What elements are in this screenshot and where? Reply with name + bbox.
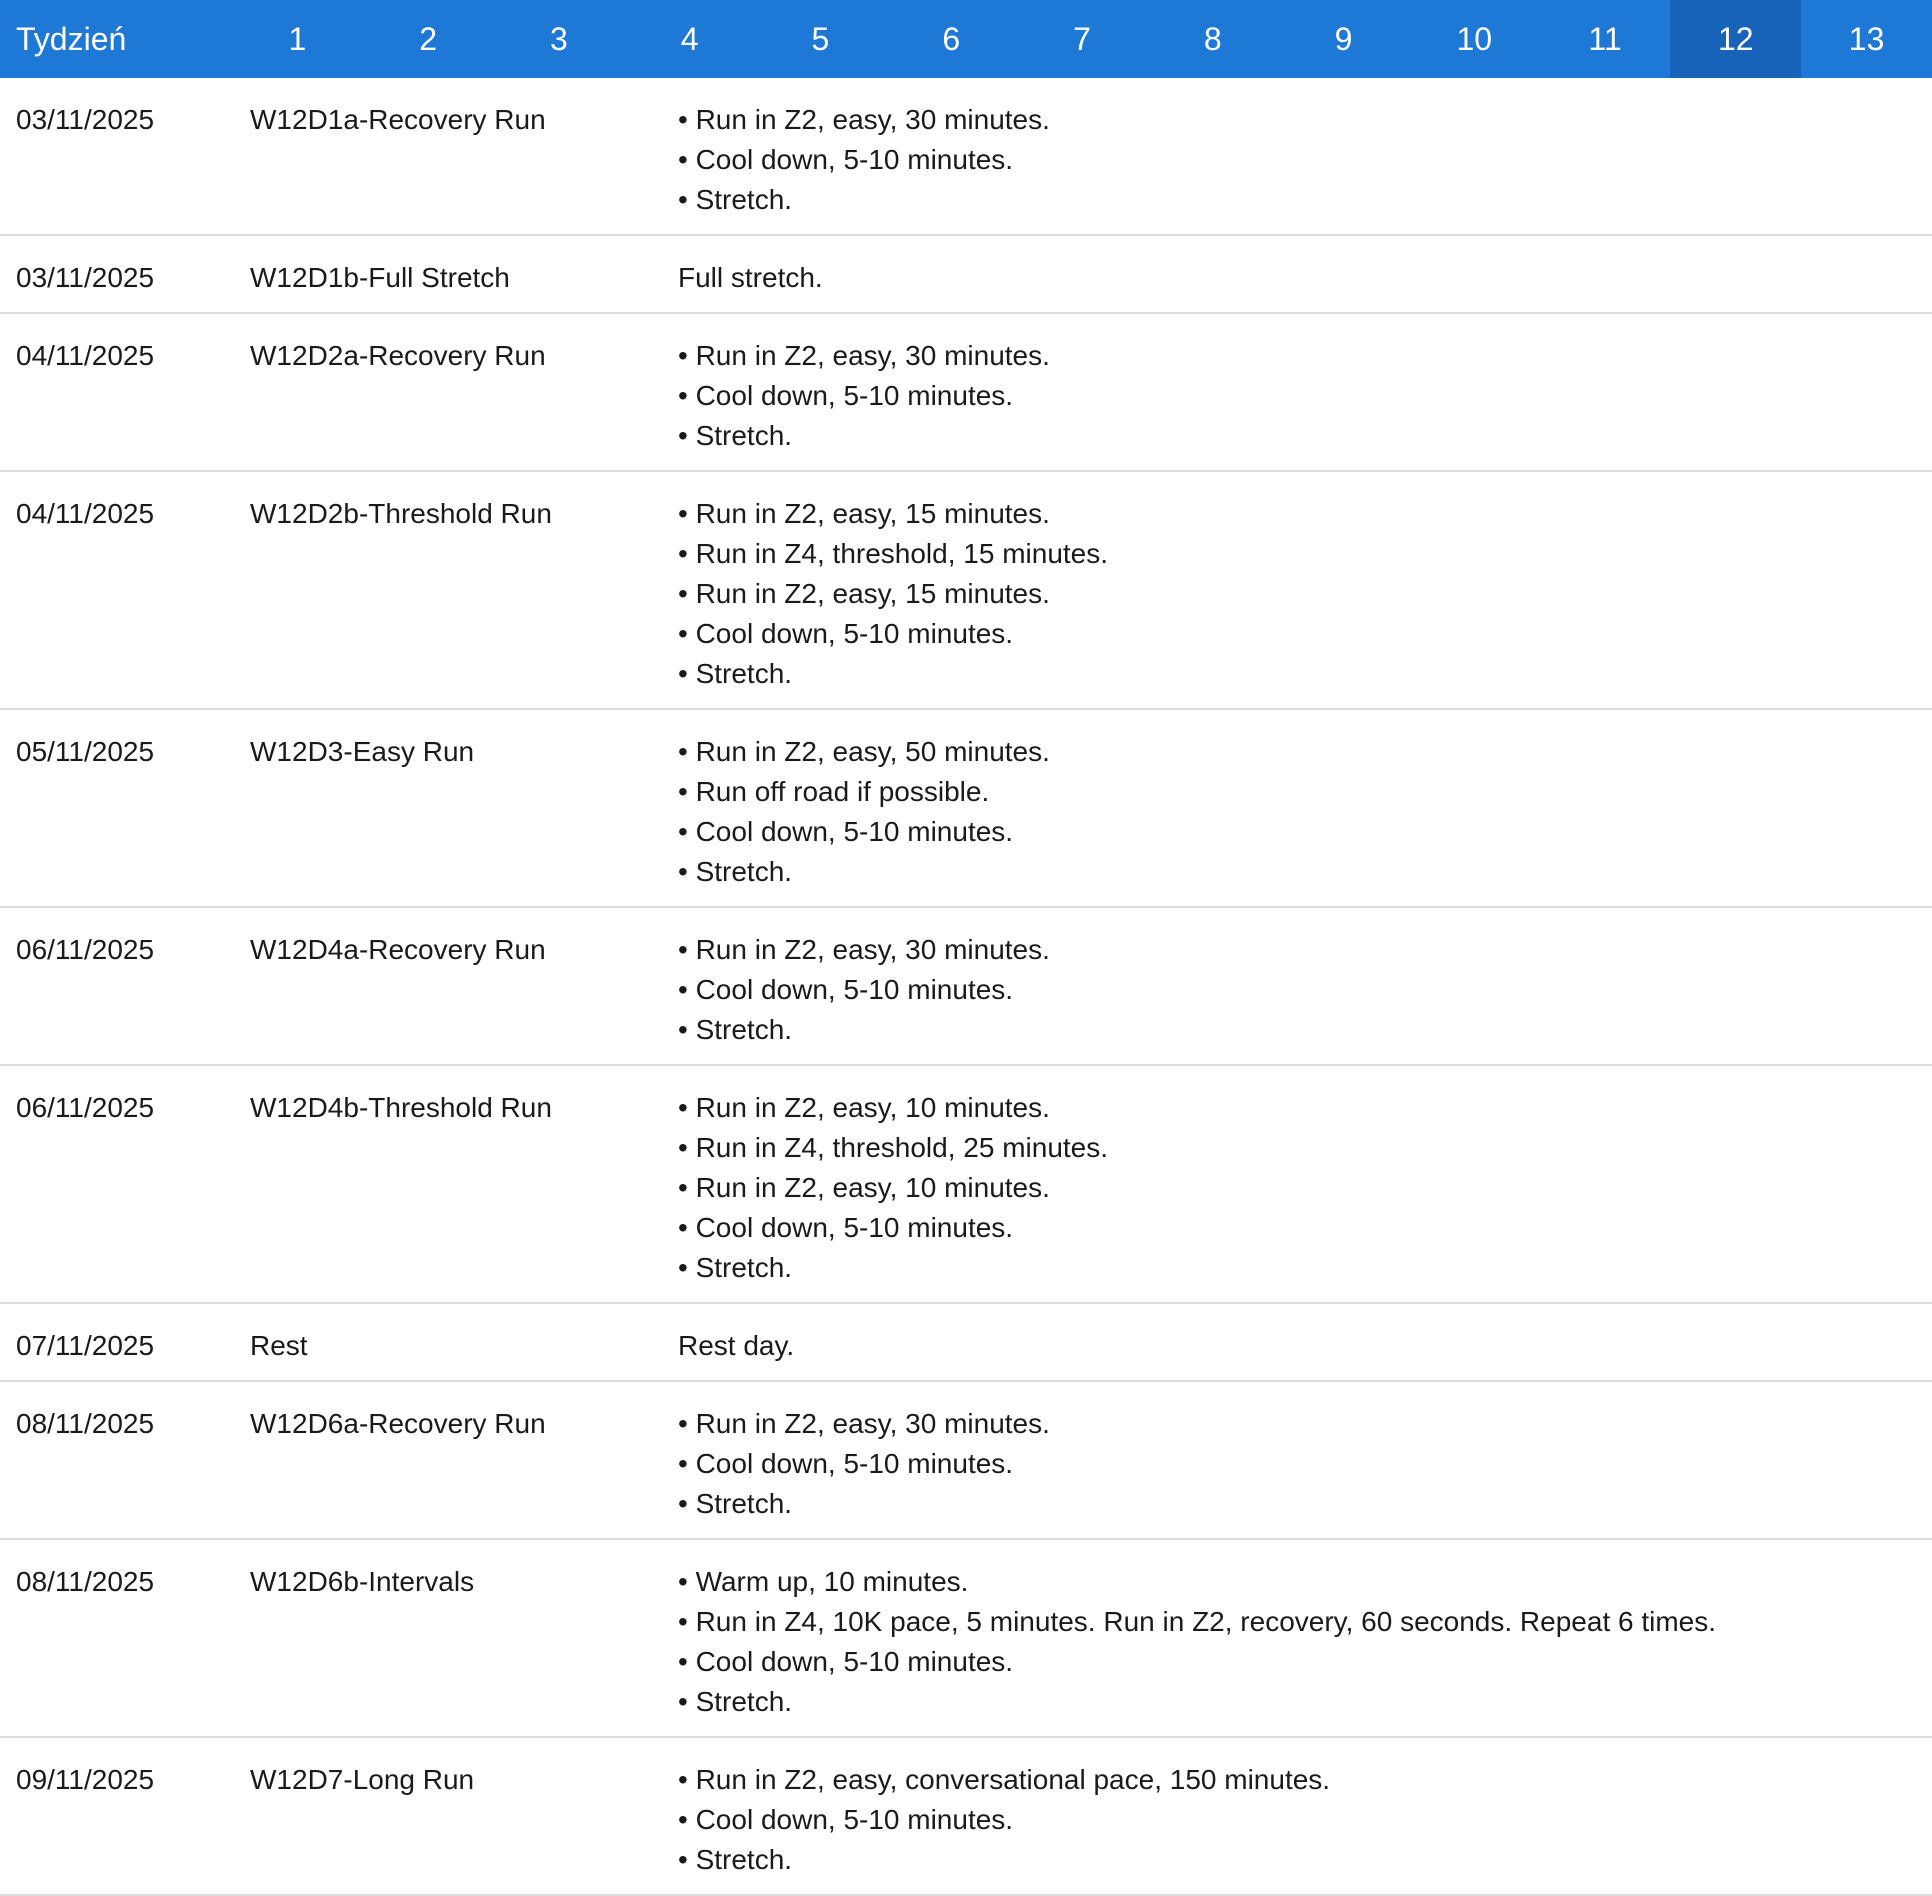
workout-step: • Stretch.	[678, 658, 793, 689]
workout-step: • Cool down, 5-10 minutes.	[678, 1646, 1014, 1677]
workout-name: W12D4b-Threshold Run	[250, 1092, 552, 1123]
workout-step: • Stretch.	[678, 856, 793, 887]
workout-name: W12D1b-Full Stretch	[250, 262, 510, 293]
workout-step: • Warm up, 10 minutes.	[678, 1566, 969, 1597]
workout-name: W12D6a-Recovery Run	[250, 1408, 546, 1439]
workout-date: 08/11/2025	[16, 1566, 155, 1597]
workout-step: • Run in Z2, easy, 50 minutes.	[678, 736, 1050, 767]
workout-step: • Cool down, 5-10 minutes.	[678, 1804, 1014, 1835]
workout-description	[678, 494, 1932, 694]
workout-description	[678, 1562, 1932, 1722]
week-tab-9[interactable]: 9	[1334, 20, 1353, 57]
workout-name: Rest	[250, 1330, 308, 1361]
table-row	[0, 472, 1932, 710]
workout-step: • Run in Z4, 10K pace, 5 minutes. Run in Z2, recovery, 60 seconds. Repeat 6 times.	[678, 1606, 1717, 1637]
week-tab-12[interactable]: 12	[1670, 0, 1801, 78]
workout-description	[678, 258, 1932, 298]
week-tab-7[interactable]: 7	[1073, 20, 1091, 57]
workout-step: • Cool down, 5-10 minutes.	[678, 974, 1014, 1005]
table-row	[0, 314, 1932, 472]
table-row	[0, 1738, 1932, 1896]
workout-name: W12D3-Easy Run	[250, 736, 475, 767]
workout-step: • Run in Z2, easy, 10 minutes.	[678, 1172, 1050, 1203]
week-tab-5[interactable]: 5	[811, 20, 830, 57]
week-tab-13[interactable]: 13	[1848, 20, 1885, 57]
workout-name: W12D2a-Recovery Run	[250, 340, 546, 371]
workout-description	[678, 1088, 1932, 1288]
workout-step: • Run in Z2, easy, 10 minutes.	[678, 1092, 1050, 1123]
workout-step: • Stretch.	[678, 1686, 793, 1717]
week-tab-11[interactable]: 11	[1588, 20, 1622, 57]
schedule-table	[0, 78, 1932, 1896]
workout-name: W12D2b-Threshold Run	[250, 498, 552, 529]
workout-date: 03/11/2025	[16, 104, 155, 135]
workout-step: • Stretch.	[678, 184, 793, 215]
workout-name: W12D7-Long Run	[250, 1764, 475, 1795]
week-selector-bar	[0, 0, 1932, 78]
workout-description	[678, 732, 1932, 892]
workout-step: • Stretch.	[678, 1014, 793, 1045]
week-tab-1[interactable]: 1	[288, 20, 307, 57]
workout-description	[678, 930, 1932, 1050]
workout-step: • Run in Z4, threshold, 25 minutes.	[678, 1132, 1109, 1163]
workout-step: • Run in Z2, easy, 30 minutes.	[678, 340, 1050, 371]
workout-description	[678, 1326, 1932, 1366]
workout-date: 04/11/2025	[16, 498, 155, 529]
workout-date: 06/11/2025	[16, 1092, 155, 1123]
workout-step: • Run in Z2, easy, 30 minutes.	[678, 104, 1050, 135]
workout-step: Full stretch.	[678, 262, 823, 293]
workout-step: • Cool down, 5-10 minutes.	[678, 816, 1014, 847]
workout-step: • Cool down, 5-10 minutes.	[678, 144, 1014, 175]
workout-step: • Stretch.	[678, 420, 793, 451]
week-tab-2[interactable]: 2	[419, 20, 438, 57]
workout-step: • Stretch.	[678, 1488, 793, 1519]
workout-description	[678, 1760, 1932, 1880]
workout-step: • Run in Z2, easy, 30 minutes.	[678, 934, 1050, 965]
workout-date: 08/11/2025	[16, 1408, 155, 1439]
week-tab-10[interactable]: 10	[1456, 20, 1493, 57]
table-row	[0, 908, 1932, 1066]
workout-date: 03/11/2025	[16, 262, 155, 293]
workout-name: W12D6b-Intervals	[250, 1566, 475, 1597]
workout-description	[678, 1404, 1932, 1524]
table-row	[0, 1382, 1932, 1540]
workout-name: W12D4a-Recovery Run	[250, 934, 546, 965]
table-row	[0, 1304, 1932, 1382]
table-row	[0, 710, 1932, 908]
workout-step: • Run in Z2, easy, 30 minutes.	[678, 1408, 1050, 1439]
table-row	[0, 236, 1932, 314]
workout-step: • Run off road if possible.	[678, 776, 990, 807]
workout-description	[678, 336, 1932, 456]
week-tab-3[interactable]: 3	[550, 20, 568, 57]
workout-name: W12D1a-Recovery Run	[250, 104, 546, 135]
workout-date: 06/11/2025	[16, 934, 155, 965]
workout-step: Rest day.	[678, 1330, 795, 1361]
workout-step: • Run in Z2, easy, 15 minutes.	[678, 578, 1050, 609]
week-tab-4[interactable]: 4	[680, 20, 699, 57]
table-row	[0, 1066, 1932, 1304]
workout-step: • Stretch.	[678, 1252, 793, 1283]
workout-step: • Cool down, 5-10 minutes.	[678, 618, 1014, 649]
workout-step: • Stretch.	[678, 1844, 793, 1875]
workout-step: • Run in Z4, threshold, 15 minutes.	[678, 538, 1109, 569]
workout-description	[678, 100, 1932, 220]
workout-date: 07/11/2025	[16, 1330, 155, 1361]
week-label: Tydzień	[16, 20, 127, 57]
workout-step: • Run in Z2, easy, 15 minutes.	[678, 498, 1050, 529]
workout-step: • Run in Z2, easy, conversational pace, 150 minutes.	[678, 1764, 1331, 1795]
week-tab-8[interactable]: 8	[1203, 20, 1222, 57]
table-row	[0, 1540, 1932, 1738]
workout-step: • Cool down, 5-10 minutes.	[678, 380, 1014, 411]
workout-date: 04/11/2025	[16, 340, 155, 371]
workout-date: 09/11/2025	[16, 1764, 155, 1795]
workout-step: • Cool down, 5-10 minutes.	[678, 1212, 1014, 1243]
week-tabs	[232, 0, 1932, 78]
week-tab-6[interactable]: 6	[942, 20, 961, 57]
workout-date: 05/11/2025	[16, 736, 155, 767]
workout-step: • Cool down, 5-10 minutes.	[678, 1448, 1014, 1479]
table-row	[0, 78, 1932, 236]
